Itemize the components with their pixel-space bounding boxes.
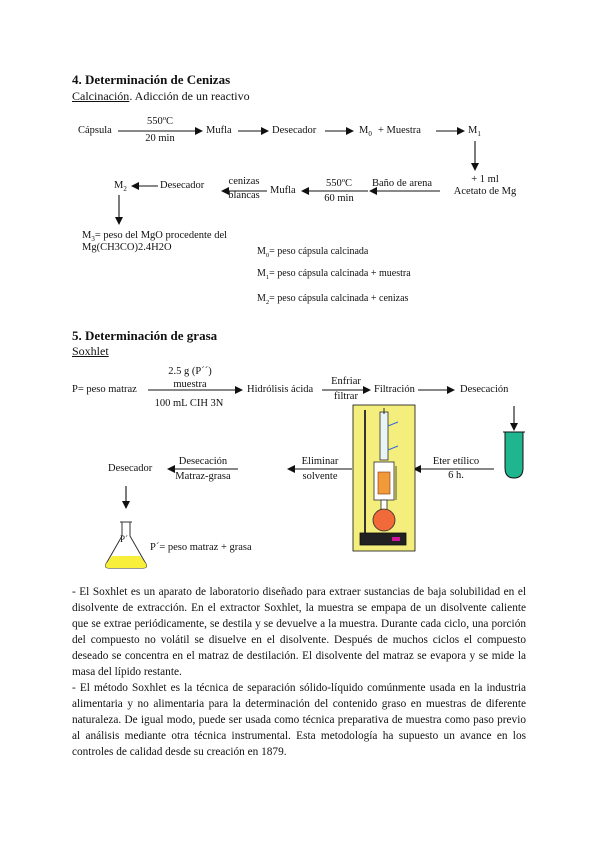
- soxhlet-apparatus-icon: [353, 405, 415, 551]
- note-m3-line2: Mg(CH3CO)2.4H2O: [82, 242, 172, 253]
- section5-subtitle: Soxhlet: [72, 344, 109, 358]
- label-eliminar-2: solvente: [302, 471, 338, 482]
- legend-m0: $M_0=$ peso cápsula calcinada: [257, 246, 369, 259]
- label-amount-2: muestra: [173, 379, 207, 390]
- label-eliminar-1: Eliminar: [301, 456, 339, 467]
- label-eter: Eter etílico: [432, 456, 480, 467]
- label-desecador2: Desecador: [160, 180, 205, 191]
- label-desec-matraz-1: Desecación: [178, 456, 228, 467]
- label-time1: 20 min: [145, 133, 175, 144]
- label-capsula: Cápsula: [78, 125, 112, 136]
- subtitle-calcinacion: Calcinación: [72, 89, 130, 103]
- label-m0: $M_0$: [359, 125, 372, 139]
- erlenmeyer-flask-icon: [105, 522, 146, 568]
- label-eter-time: 6 h.: [448, 470, 464, 481]
- label-p-prime: P´= peso matraz + grasa: [150, 542, 252, 553]
- label-mufla2: Mufla: [270, 185, 296, 196]
- label-amount-1: 2.5 g (P´´): [168, 366, 212, 377]
- label-temp2: 550ºC: [325, 178, 352, 189]
- label-desec-matraz-2: Matraz-grasa: [175, 471, 231, 482]
- label-cenizas-1: cenizas: [228, 176, 260, 187]
- label-hidrolisis: Hidrólisis ácida: [247, 384, 314, 395]
- label-enfriar: Enfriar: [331, 376, 361, 387]
- flask-label: P´: [120, 534, 129, 544]
- label-bano: Baño de arena: [372, 178, 433, 189]
- section4-heading: 4. Determinación de Cenizas: [72, 72, 231, 87]
- note-m3-line1: $M_3=$ peso del MgO procedente del: [82, 230, 228, 244]
- label-desecador: Desecador: [108, 463, 153, 474]
- section5-heading: 5. Determinación de grasa: [72, 328, 218, 343]
- label-desecacion: Desecación: [460, 384, 509, 395]
- paragraph-2: - El método Soxhlet es la técnica de separación sólido-líquido comúnmente usada en la industria alimentaria y no alimentaria para la determinación del contenido graso en muestras de diferente naturaleza. De igual modo, puede ser usada como técnica preparativa de muestra como paso previo al análisis mediante otra técnica instrumental. Esta metodología ha supuesto un avance en los controles de calidad desde su creación en 1879.: [72, 682, 526, 758]
- label-m2: $M_2$: [114, 180, 127, 194]
- legend-m2: $M_2=$ peso cápsula calcinada + cenizas: [257, 293, 409, 306]
- section4-subtitle: [72, 89, 250, 104]
- label-hcl: 100 mL CIH 3N: [154, 398, 224, 409]
- label-cenizas-2: blancas: [228, 190, 260, 201]
- label-filtracion: Filtración: [374, 384, 415, 395]
- label-reagent-2: Acetato de Mg: [453, 186, 517, 197]
- subtitle-rest: . Adicción de un reactivo: [129, 89, 250, 103]
- label-temp1: 550ºC: [146, 116, 173, 127]
- legend-m1: $M_1=$ peso cápsula calcinada + muestra: [257, 268, 411, 281]
- label-mufla1: Mufla: [206, 125, 232, 136]
- label-time2: 60 min: [324, 193, 354, 204]
- label-desecador1: Desecador: [272, 125, 317, 136]
- test-tube-icon: [503, 432, 525, 478]
- label-reagent-1: + 1 ml: [471, 174, 499, 185]
- label-plus-muestra: + Muestra: [378, 125, 421, 136]
- paragraph-1: - El Soxhlet es un aparato de laboratorio diseñado para extraer sustancias de baja solubilidad en el disolvente de extracción. En el extractor Soxhlet, la muestra se empapa de un disolvente caliente que se extrae periódicamente, se destila y se devuelve a la muestra. Durante cada ciclo, una porción del compuesto no volátil se disuelve en el disolvente. Después de muchos ciclos el compuesto deseado se concentra en el matraz de destilación. El disolvente del matraz se evapora y se mide la masa del lípido restante.: [72, 586, 526, 678]
- label-m1: $M_1$: [468, 125, 481, 139]
- label-p-peso-matraz: P= peso matraz: [72, 384, 137, 395]
- label-filtrar: filtrar: [334, 391, 358, 402]
